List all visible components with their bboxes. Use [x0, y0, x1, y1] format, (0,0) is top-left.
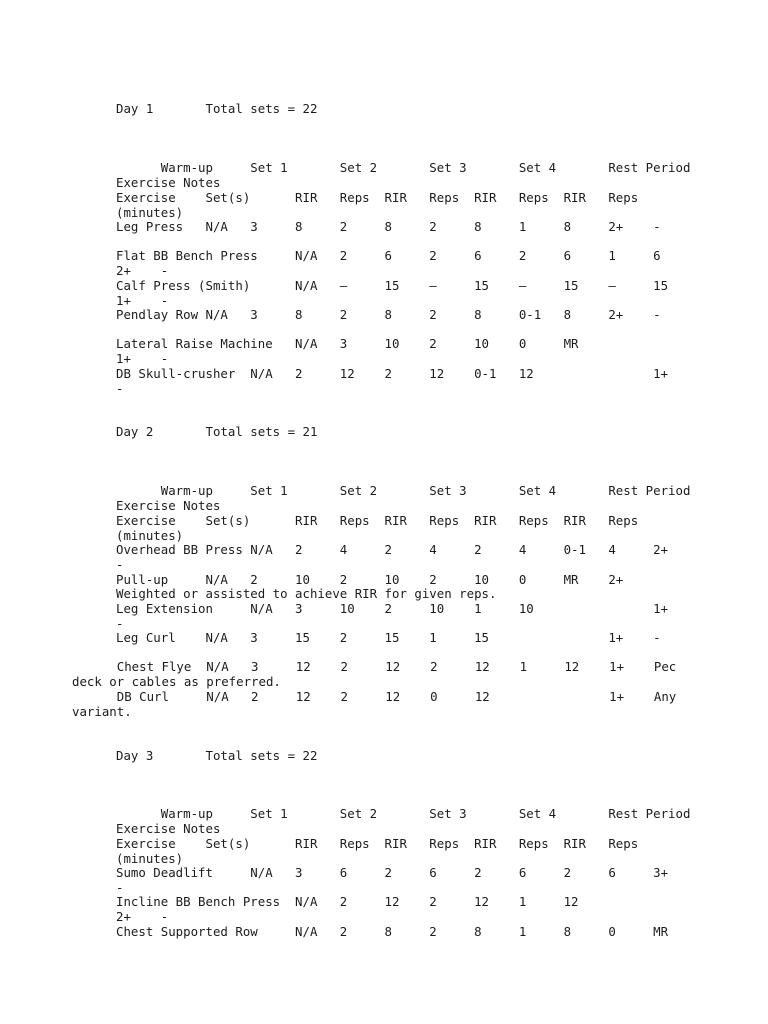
exercise-row: Leg Curl N/A 3 15 2 15 1 15 1+ -	[116, 630, 661, 645]
exercise-row: Chest Supported Row N/A 2 8 2 8 1 8 0 MR	[116, 924, 669, 939]
exercise-row-continued: -	[116, 880, 124, 895]
exercise-row-continued: -	[116, 616, 124, 631]
exercise-row: Pendlay Row N/A 3 8 2 8 2 8 0-1 8 2+ -	[116, 307, 661, 322]
exercise-row-continued: -	[116, 381, 124, 396]
exercise-row-continued: -	[116, 557, 124, 572]
exercise-row: Overhead BB Press N/A 2 4 2 4 2 4 0-1 4 2+	[116, 542, 669, 557]
day-2-heading: Day 2 Total sets = 21	[116, 424, 318, 439]
exercise-row-continued: variant.	[72, 704, 132, 719]
exercise-row: Pull-up N/A 2 10 2 10 2 10 0 MR 2+	[116, 572, 624, 587]
exercise-row-continued: 2+ -	[116, 909, 169, 924]
exercise-row-continued: 1+ -	[116, 351, 169, 366]
day-1-heading: Day 1 Total sets = 22	[116, 101, 318, 116]
exercise-row: Sumo Deadlift N/A 3 6 2 6 2 6 2 6 3+	[116, 865, 669, 880]
day-3-header-minutes: (minutes)	[116, 851, 184, 866]
day-3-header-notes: Exercise Notes	[116, 821, 221, 836]
day-1-header-minutes: (minutes)	[116, 205, 184, 220]
exercise-row: DB Skull-crusher N/A 2 12 2 12 0-1 12 1+	[116, 366, 669, 381]
exercise-row-continued: 2+ -	[116, 263, 169, 278]
exercise-note: Weighted or assisted to achieve RIR for given reps.	[116, 586, 497, 601]
day-2-header-notes: Exercise Notes	[116, 498, 221, 513]
exercise-row: Leg Extension N/A 3 10 2 10 1 10 1+	[116, 601, 669, 616]
day-1-header-sets: Warm-up Set 1 Set 2 Set 3 Set 4 Rest Period	[116, 160, 691, 175]
day-2-header-columns: Exercise Set(s) RIR Reps RIR Reps RIR Reps RIR Reps	[116, 513, 639, 528]
day-3-header-sets: Warm-up Set 1 Set 2 Set 3 Set 4 Rest Period	[116, 806, 691, 821]
day-3-heading: Day 3 Total sets = 22	[116, 748, 318, 763]
day-2-header-sets: Warm-up Set 1 Set 2 Set 3 Set 4 Rest Period	[116, 483, 691, 498]
exercise-row: Incline BB Bench Press N/A 2 12 2 12 1 12	[116, 894, 579, 909]
day-1-header-notes: Exercise Notes	[116, 175, 221, 190]
exercise-row-continued: deck or cables as preferred.	[72, 674, 281, 689]
exercise-row: Calf Press (Smith) N/A – 15 – 15 – 15 – 15	[116, 278, 669, 293]
exercise-row: Leg Press N/A 3 8 2 8 2 8 1 8 2+ -	[116, 219, 661, 234]
exercise-row: DB Curl N/A 2 12 2 12 0 12 1+ Any	[72, 689, 677, 704]
exercise-row: Flat BB Bench Press N/A 2 6 2 6 2 6 1 6	[116, 248, 661, 263]
day-2-header-minutes: (minutes)	[116, 528, 184, 543]
day-1-header-columns: Exercise Set(s) RIR Reps RIR Reps RIR Reps RIR Reps	[116, 190, 639, 205]
exercise-row: Lateral Raise Machine N/A 3 10 2 10 0 MR	[116, 336, 579, 351]
exercise-row-continued: 1+ -	[116, 293, 169, 308]
day-3-header-columns: Exercise Set(s) RIR Reps RIR Reps RIR Reps RIR Reps	[116, 836, 639, 851]
exercise-row: Chest Flye N/A 3 12 2 12 2 12 1 12 1+ Pec	[72, 659, 677, 674]
